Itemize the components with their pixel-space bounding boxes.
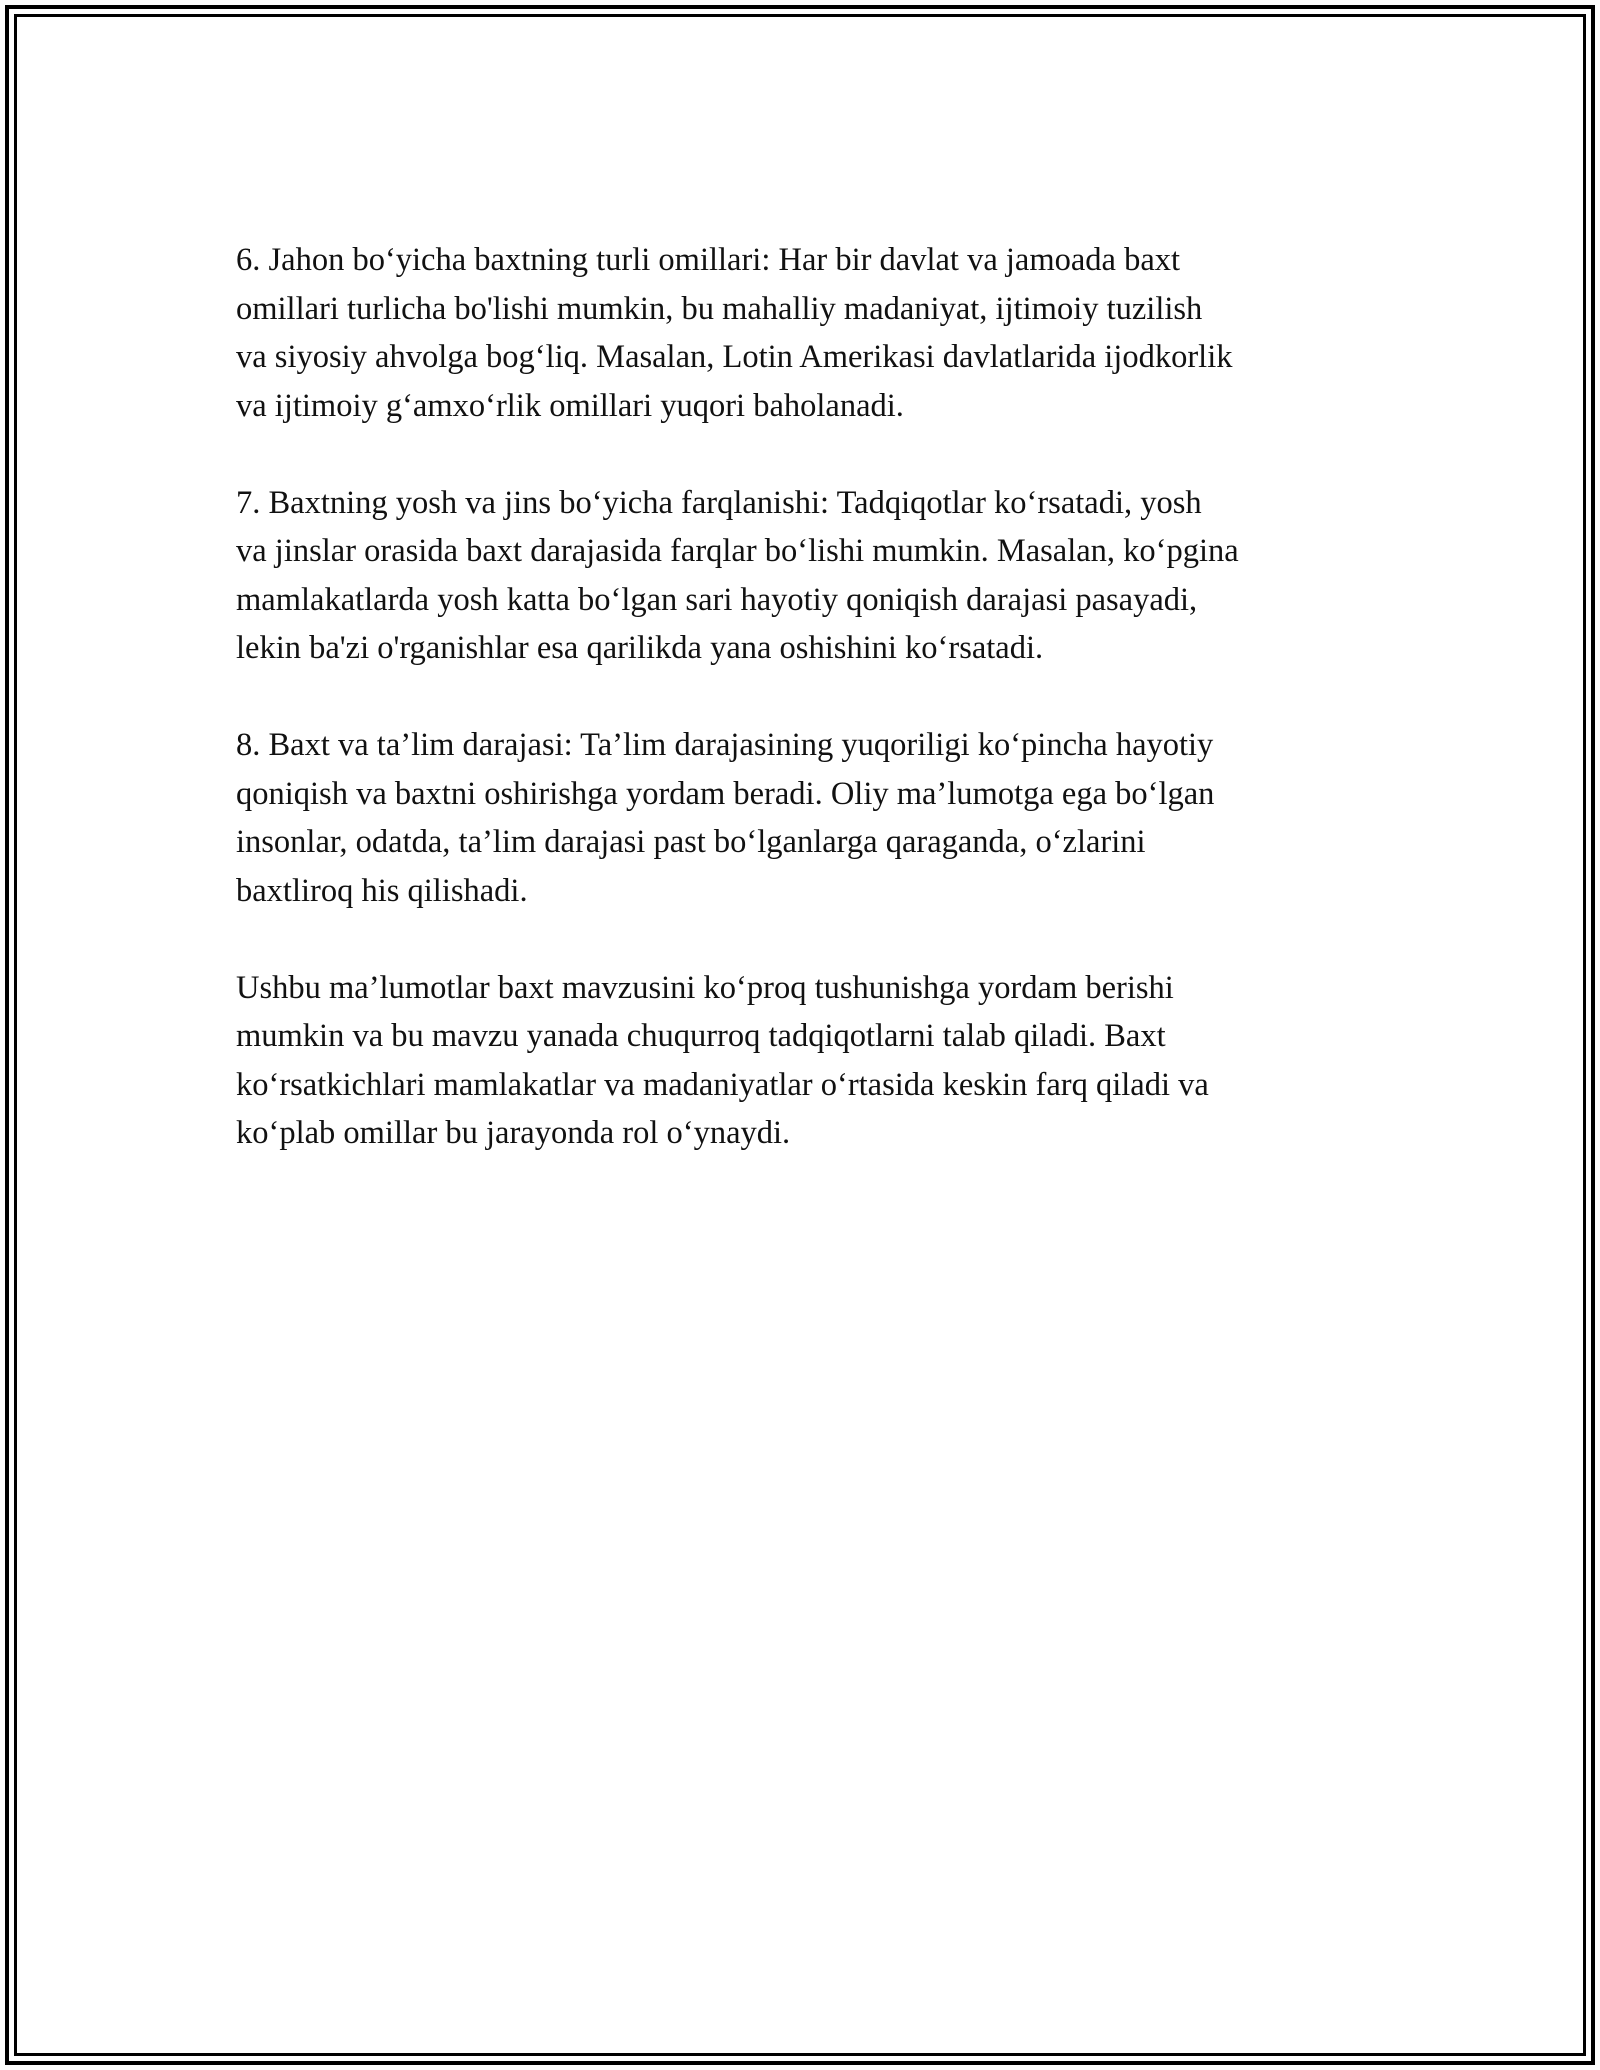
paragraph-line: va jinslar orasida baxt darajasida farqlar bo‘lishi mumkin. Masalan, ko‘pgina: [236, 533, 1239, 569]
paragraph-line: mumkin va bu mavzu yanada chuqurroq tadqiqotlarni talab qiladi. Baxt: [236, 1018, 1166, 1054]
paragraph-line: insonlar, odatda, ta’lim darajasi past bo‘lganlarga qaraganda, o‘zlarini: [236, 824, 1146, 860]
paragraph-line: 6. Jahon bo‘yicha baxtning turli omillari: Har bir davlat va jamoada baxt: [236, 242, 1181, 278]
paragraph-line: lekin ba'zi o'rganishlar esa qarilikda yana oshishini ko‘rsatadi.: [236, 630, 1044, 666]
paragraph-line: ko‘plab omillar bu jarayonda rol o‘ynaydi.: [236, 1115, 791, 1151]
paragraph-line: 8. Baxt va ta’lim darajasi: Ta’lim darajasining yuqoriligi ko‘pincha hayotiy: [236, 727, 1214, 763]
paragraph-line: qoniqish va baxtni oshirishga yordam beradi. Oliy ma’lumotga ega bo‘lgan: [236, 775, 1215, 812]
paragraph-conclusion: [236, 964, 1386, 1158]
paragraph-line: va siyosiy ahvolga bog‘liq. Masalan, Lotin Amerikasi davlatlarida ijodkorlik: [236, 339, 1233, 375]
paragraph-line: omillari turlicha bo'lishi mumkin, bu mahalliy madaniyat, ijtimoiy tuzilish: [236, 290, 1203, 327]
paragraph-line: baxtliroq his qilishadi.: [236, 872, 528, 909]
paragraph-line: 7. Baxtning yosh va jins bo‘yicha farqlanishi: Tadqiqotlar ko‘rsatadi, yosh: [236, 484, 1202, 521]
paragraph-6-happiness-factors-worldwide: [236, 236, 1386, 430]
document-body: [236, 236, 1386, 1206]
paragraph-line: mamlakatlarda yosh katta bo‘lgan sari hayotiy qoniqish darajasi pasayadi,: [236, 581, 1198, 618]
paragraph-line: ko‘rsatkichlari mamlakatlar va madaniyatlar o‘rtasida keskin farq qiladi va: [236, 1066, 1209, 1103]
paragraph-line: Ushbu ma’lumotlar baxt mavzusini ko‘proq tushunishga yordam berishi: [236, 969, 1174, 1006]
paragraph-line: va ijtimoiy g‘amxo‘rlik omillari yuqori baholanadi.: [236, 387, 904, 424]
paragraph-7-happiness-by-age-gender: [236, 479, 1386, 673]
paragraph-8-happiness-and-education: [236, 721, 1386, 915]
